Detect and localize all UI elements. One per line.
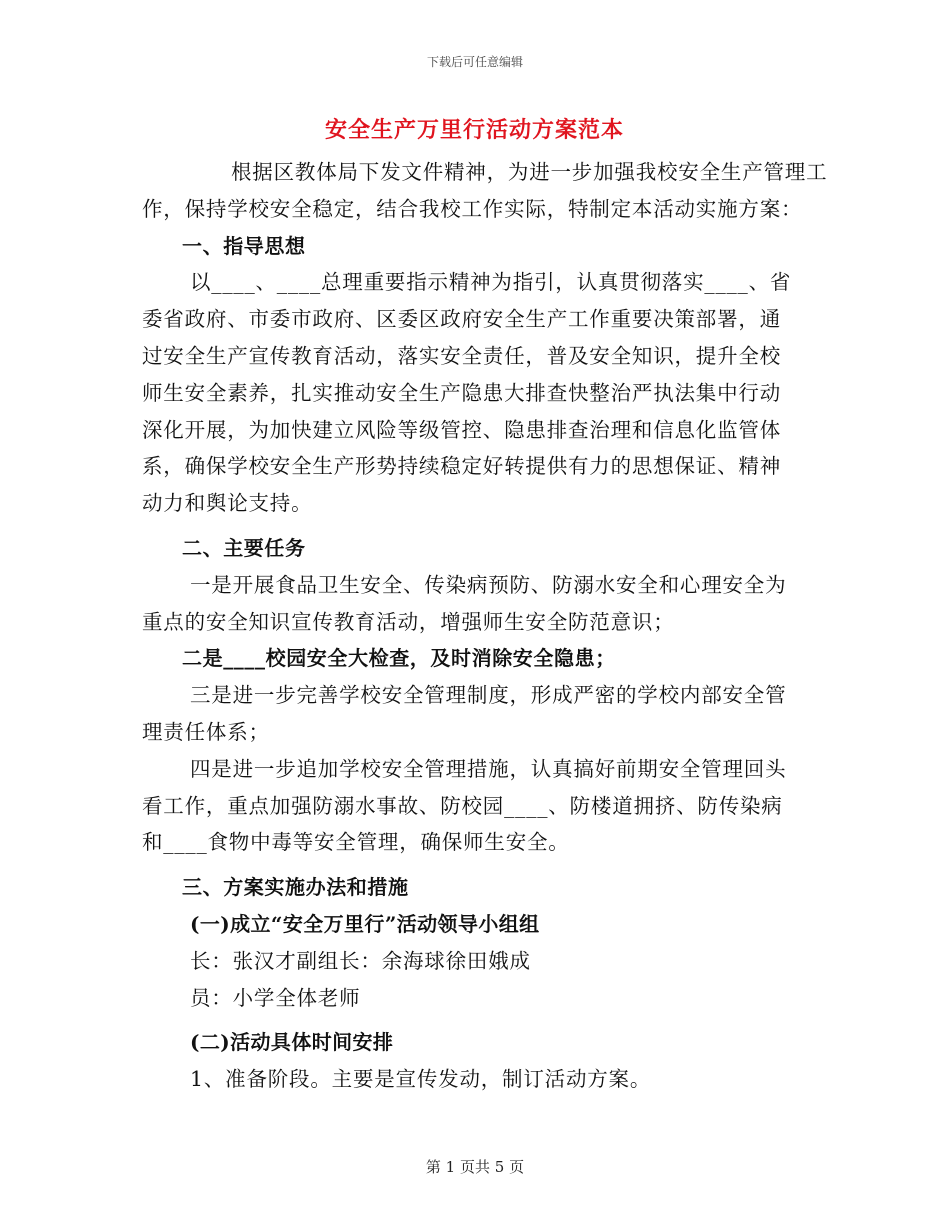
- section-1-line-4: 师生安全素养，扎实推动安全生产隐患大排查快整治严执法集中行动: [142, 380, 781, 405]
- task-4-line-2: 看工作，重点加强防溺水事故、防校园____、防楼道拥挤、防传染病: [142, 793, 783, 818]
- section-3-heading: 三、方案实施办法和措施: [182, 875, 409, 900]
- task-4-line-1: 四是进一步追加学校安全管理措施，认真搞好前期安全管理回头: [190, 756, 787, 781]
- spacer: [142, 861, 807, 869]
- section-1-line-7: 动力和舆论支持。: [142, 491, 313, 516]
- section-1-line-6: 系，确保学校安全生产形势持续稳定好转提供有力的思想保证、精神: [142, 454, 781, 479]
- task-1-line-2: 重点的安全知识宣传教育活动，增强师生安全防范意识；: [142, 609, 675, 634]
- section-1-line-5: 深化开展，为加快建立风险等级管控、隐患排查治理和信息化监管体: [142, 417, 781, 442]
- intro-line-1: 根据区教体局下发文件精神，为进一步加强我校安全生产管理工: [231, 160, 828, 184]
- page-header-note: 下载后可任意编辑: [426, 55, 523, 69]
- spacer: [142, 1016, 807, 1024]
- section-1-paragraph: [142, 264, 807, 522]
- sub-heading-leadership-group: (一)成立“安全万里行”活动领导小组组: [190, 911, 540, 936]
- task-3-line-1: 三是进一步完善学校安全管理制度，形成严密的学校内部安全管: [190, 683, 787, 708]
- sub-heading-schedule: (二)活动具体时间安排: [190, 1030, 394, 1055]
- section-1-heading: 一、指导思想: [182, 233, 306, 258]
- step-1-line: 1、准备阶段。主要是宣传发动，制订活动方案。: [190, 1067, 652, 1092]
- section-1-line-2: 委省政府、市委市政府、区委区政府安全生产工作重要决策部署，通: [142, 307, 781, 332]
- task-1-line-1: 一是开展食品卫生安全、传染病预防、防溺水安全和心理安全为: [190, 572, 787, 597]
- intro-line-2: 作，保持学校安全稳定，结合我校工作实际，特制定本活动实施方案：: [142, 196, 803, 221]
- task-3-paragraph: [142, 677, 807, 751]
- task-4-paragraph: [142, 751, 807, 861]
- task-4-line-3: 和____食物中毒等安全管理，确保师生安全。: [142, 830, 570, 855]
- member-line: 员：小学全体老师: [190, 985, 361, 1010]
- leader-line: 长：张汉才副组长：余海球徐田娥成: [190, 948, 531, 973]
- task-3-line-2: 理责任体系；: [142, 719, 270, 744]
- task-1-paragraph: [142, 567, 807, 641]
- document-body: [142, 112, 828, 1098]
- task-2-paragraph: 二是____校园安全大检查，及时消除安全隐患；: [182, 646, 616, 671]
- section-2-heading: 二、主要任务: [182, 535, 306, 560]
- document-title: 安全生产万里行活动方案范本: [324, 117, 624, 143]
- spacer: [142, 522, 807, 530]
- section-1-line-3: 过安全生产宣传教育活动，落实安全责任，普及安全知识，提升全校: [142, 343, 781, 368]
- section-1-line-1: 以____、____总理重要指示精神为指引，认真贯彻落实____、省: [190, 270, 792, 295]
- page-number: 第 1 页共 5 页: [425, 1158, 525, 1176]
- intro-paragraph: [142, 154, 828, 228]
